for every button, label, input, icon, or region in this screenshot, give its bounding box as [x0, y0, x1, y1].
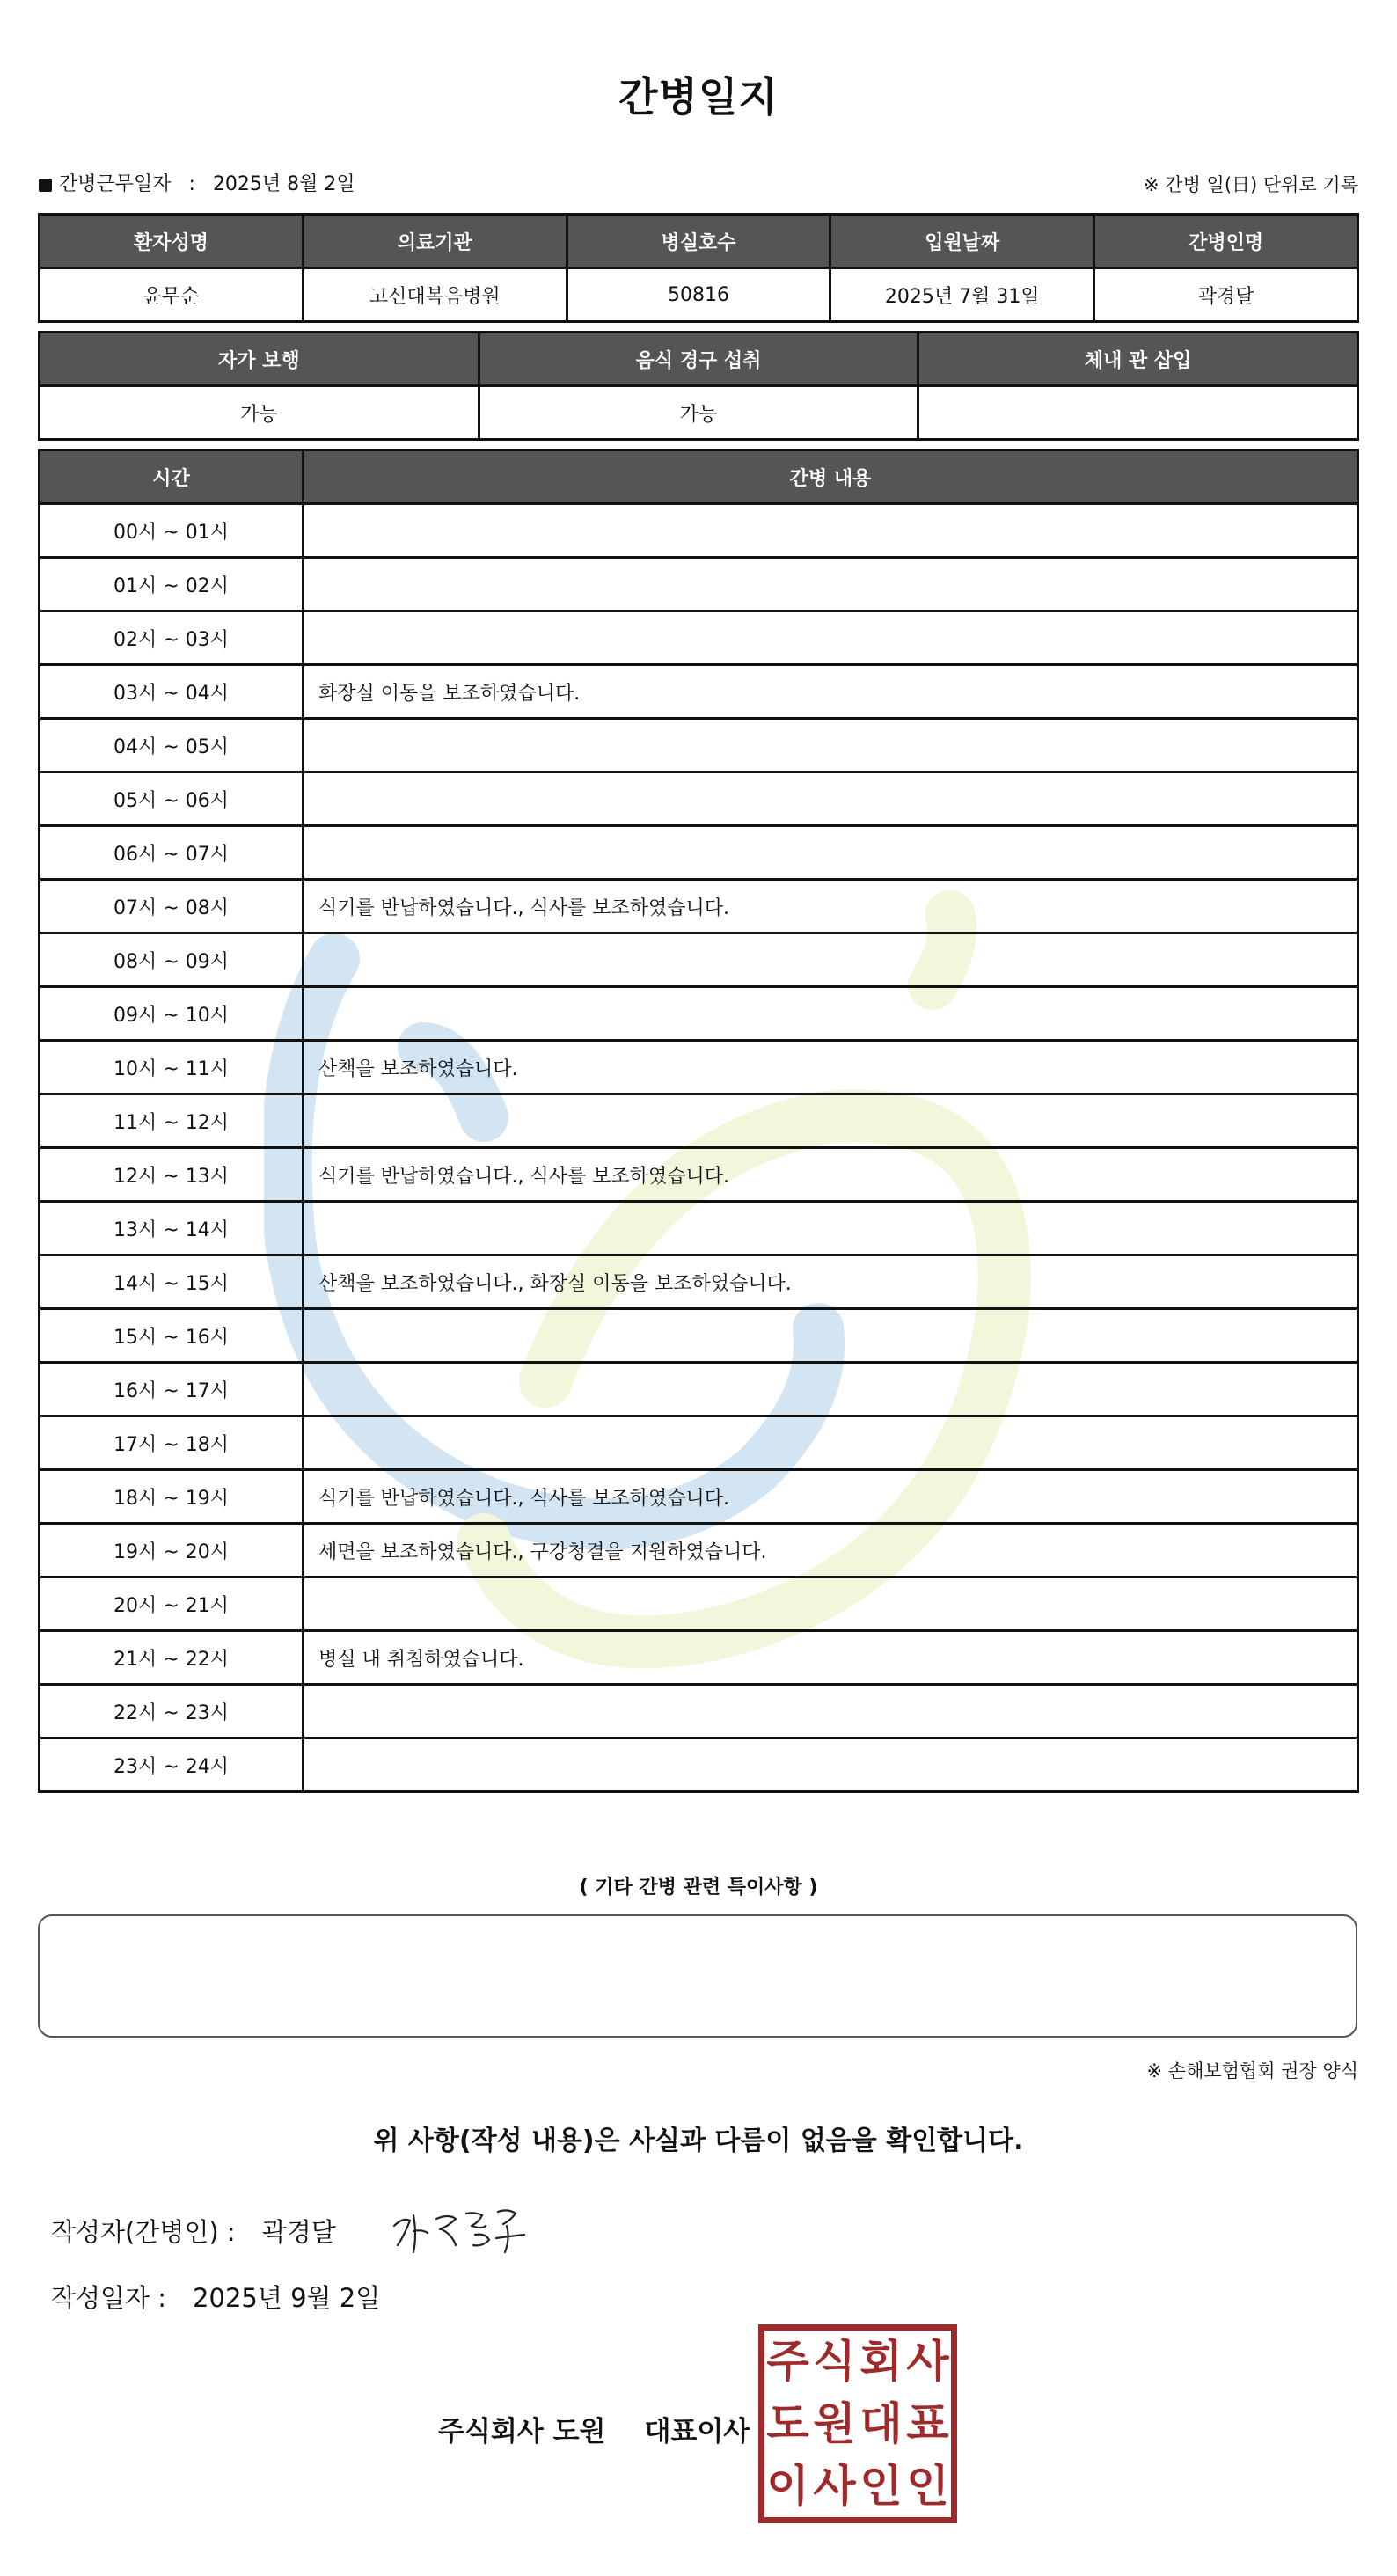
care-log-content [304, 1416, 1358, 1470]
special-notes-box [38, 1914, 1357, 2038]
care-log-row [40, 1524, 1358, 1577]
care-log-content [304, 1577, 1358, 1631]
care-log-time: 12시 ~ 13시 [40, 1148, 304, 1202]
header-room-number: 병실호수 [567, 215, 830, 268]
seal-character: 사 [813, 2460, 856, 2512]
patient-info-table [38, 213, 1359, 323]
care-log-content [304, 1202, 1358, 1255]
care-log-content [304, 558, 1358, 611]
bullet-square-icon [39, 179, 52, 192]
care-log-header-row [40, 450, 1358, 504]
care-log-content: 산책을 보조하였습니다., 화장실 이동을 보조하였습니다. [304, 1255, 1358, 1309]
care-log-row [40, 1738, 1358, 1792]
care-log-row [40, 1685, 1358, 1738]
company-signature-line [438, 2409, 750, 2448]
care-log-time: 14시 ~ 15시 [40, 1255, 304, 1309]
care-log-row [40, 504, 1358, 558]
care-log-time: 10시 ~ 11시 [40, 1041, 304, 1094]
care-log-content [304, 987, 1358, 1041]
care-log-row [40, 1470, 1358, 1524]
company-seal-stamp [758, 2324, 957, 2523]
patient-name-value: 윤무순 [40, 268, 304, 322]
header-caregiver-name: 간병인명 [1094, 215, 1358, 268]
seal-character: 인 [859, 2460, 903, 2512]
care-log-time: 05시 ~ 06시 [40, 772, 304, 826]
tube-insertion-value [918, 386, 1358, 440]
care-log-row [40, 1363, 1358, 1416]
care-log-row [40, 719, 1358, 772]
care-log-time: 15시 ~ 16시 [40, 1309, 304, 1363]
write-date-value: 2025년 9월 2일 [193, 2283, 381, 2313]
care-date-label: 간병근무일자 [59, 173, 172, 195]
document-title: 간병일지 [618, 73, 779, 121]
care-date-value: 2025년 8월 2일 [212, 173, 355, 195]
patient-status-value-row [40, 386, 1358, 440]
care-log-content: 식기를 반납하였습니다., 식사를 보조하였습니다. [304, 880, 1358, 933]
care-log-row [40, 1577, 1358, 1631]
care-log-time: 11시 ~ 12시 [40, 1094, 304, 1148]
care-log-row [40, 611, 1358, 665]
care-log-content: 세면을 보조하였습니다., 구강청결을 지원하였습니다. [304, 1524, 1358, 1577]
care-log-content [304, 1685, 1358, 1738]
care-log-time: 02시 ~ 03시 [40, 611, 304, 665]
header-care-content: 간병 내용 [304, 450, 1358, 504]
patient-info-value-row [40, 268, 1358, 322]
care-log-content [304, 1738, 1358, 1792]
care-log-time: 06시 ~ 07시 [40, 826, 304, 880]
writer-value: 곽경달 [261, 2217, 336, 2247]
care-log-time: 20시 ~ 21시 [40, 1577, 304, 1631]
care-log-content: 화장실 이동을 보조하였습니다. [304, 665, 1358, 719]
header-hospital: 의료기관 [303, 215, 567, 268]
care-log-time: 16시 ~ 17시 [40, 1363, 304, 1416]
care-log-time: 07시 ~ 08시 [40, 880, 304, 933]
care-log-content [304, 504, 1358, 558]
care-log-content: 산책을 보조하였습니다. [304, 1041, 1358, 1094]
handwritten-signature [387, 2199, 537, 2261]
patient-status-header-row [40, 333, 1358, 386]
header-tube-insertion: 체내 관 삽입 [918, 333, 1358, 386]
seal-character: 식 [813, 2336, 856, 2388]
representative-title: 대표이사 [644, 2416, 750, 2448]
writer-label: 작성자(간병인) : [51, 2217, 236, 2247]
care-log-time: 18시 ~ 19시 [40, 1470, 304, 1524]
care-log-content [304, 611, 1358, 665]
seal-character: 인 [906, 2460, 949, 2512]
patient-info-header-row [40, 215, 1358, 268]
care-log-row [40, 933, 1358, 987]
care-date-row [39, 169, 355, 201]
care-log-time: 22시 ~ 23시 [40, 1685, 304, 1738]
seal-character: 주 [766, 2336, 809, 2388]
care-log-content [304, 772, 1358, 826]
seal-character: 대 [859, 2397, 903, 2449]
care-log-row [40, 1416, 1358, 1470]
hourly-care-log-table [38, 449, 1359, 1793]
header-self-walking: 자가 보행 [40, 333, 479, 386]
care-log-row [40, 558, 1358, 611]
care-log-row [40, 826, 1358, 880]
care-log-content [304, 719, 1358, 772]
care-log-time: 01시 ~ 02시 [40, 558, 304, 611]
care-log-body [40, 504, 1358, 1792]
care-log-time: 21시 ~ 22시 [40, 1631, 304, 1685]
care-log-time: 00시 ~ 01시 [40, 504, 304, 558]
care-log-row [40, 987, 1358, 1041]
care-log-content [304, 1094, 1358, 1148]
care-log-content: 식기를 반납하였습니다., 식사를 보조하였습니다. [304, 1470, 1358, 1524]
header-oral-intake: 음식 경구 섭취 [479, 333, 918, 386]
care-log-content [304, 826, 1358, 880]
care-log-row [40, 1309, 1358, 1363]
admission-date-value: 2025년 7월 31일 [830, 268, 1094, 322]
oral-intake-value: 가능 [479, 386, 918, 440]
care-log-time: 19시 ~ 20시 [40, 1524, 304, 1577]
care-log-row [40, 1255, 1358, 1309]
care-log-row [40, 772, 1358, 826]
special-notes-title: ( 기타 간병 관련 특이사항 ) [579, 1877, 818, 1899]
seal-characters [764, 2331, 951, 2517]
seal-character: 회 [859, 2336, 903, 2388]
care-log-row [40, 1631, 1358, 1685]
care-log-content: 병실 내 취침하였습니다. [304, 1631, 1358, 1685]
seal-character: 사 [906, 2336, 949, 2388]
care-log-time: 08시 ~ 09시 [40, 933, 304, 987]
care-log-row [40, 665, 1358, 719]
care-log-row [40, 1148, 1358, 1202]
seal-character: 원 [813, 2397, 856, 2449]
writer-line [51, 2213, 336, 2249]
write-date-label: 작성일자 : [51, 2283, 167, 2313]
seal-character: 이 [766, 2460, 809, 2512]
patient-status-table [38, 331, 1359, 441]
caregiver-name-value: 곽경달 [1094, 268, 1358, 322]
company-name: 주식회사 도원 [438, 2416, 606, 2448]
seal-character: 표 [906, 2397, 949, 2449]
form-source-note: ※ 손해보험협회 권장 양식 [1146, 2060, 1358, 2082]
care-log-row [40, 1041, 1358, 1094]
care-log-time: 23시 ~ 24시 [40, 1738, 304, 1792]
care-log-time: 17시 ~ 18시 [40, 1416, 304, 1470]
room-number-value: 50816 [567, 268, 830, 322]
care-log-time: 03시 ~ 04시 [40, 665, 304, 719]
care-log-time: 04시 ~ 05시 [40, 719, 304, 772]
daily-record-note: ※ 간병 일(日) 단위로 기록 [1144, 174, 1358, 195]
care-log-row [40, 1202, 1358, 1255]
care-log-content [304, 1309, 1358, 1363]
care-log-row [40, 1094, 1358, 1148]
seal-character: 도 [766, 2397, 809, 2449]
care-log-time: 09시 ~ 10시 [40, 987, 304, 1041]
header-patient-name: 환자성명 [40, 215, 304, 268]
care-log-time: 13시 ~ 14시 [40, 1202, 304, 1255]
care-log-content [304, 1363, 1358, 1416]
write-date-line [51, 2279, 380, 2315]
hospital-value: 고신대복음병원 [303, 268, 567, 322]
header-admission-date: 입원날짜 [830, 215, 1094, 268]
confirmation-statement: 위 사항(작성 내용)은 사실과 다름이 없음을 확인합니다. [373, 2126, 1024, 2156]
self-walking-value: 가능 [40, 386, 479, 440]
care-log-row [40, 880, 1358, 933]
care-log-content: 식기를 반납하였습니다., 식사를 보조하였습니다. [304, 1148, 1358, 1202]
care-log-content [304, 933, 1358, 987]
header-time: 시간 [40, 450, 304, 504]
care-date-separator: : [188, 173, 195, 195]
